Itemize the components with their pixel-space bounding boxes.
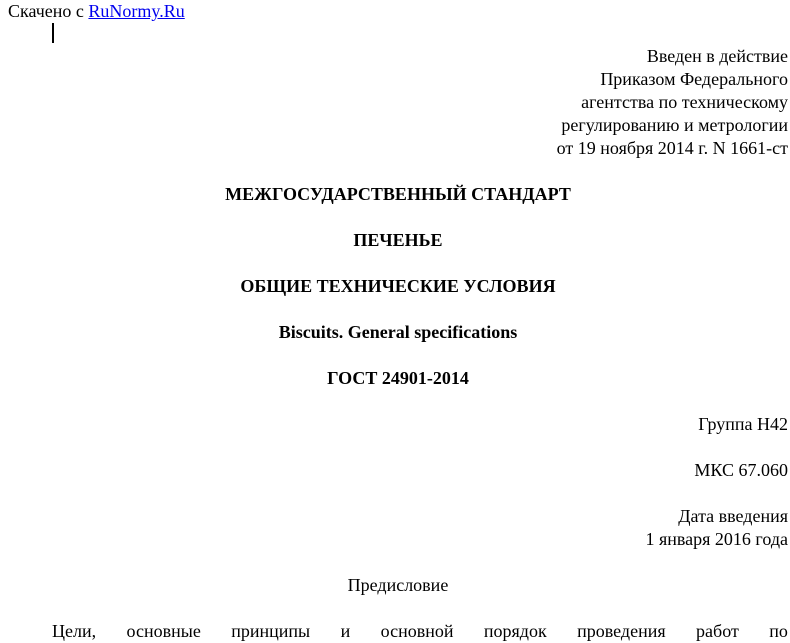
english-title-heading: Biscuits. General specifications bbox=[278, 322, 518, 342]
enactment-line: регулированию и метрологии bbox=[561, 115, 788, 135]
preface-title: Предисловие bbox=[347, 575, 449, 595]
enactment-block bbox=[557, 45, 788, 160]
source-line bbox=[8, 0, 185, 23]
body-word: проведения bbox=[577, 621, 666, 641]
group-text: Группа Н42 bbox=[698, 414, 788, 434]
enactment-line: Приказом Федерального bbox=[600, 69, 788, 89]
mks-text: МКС 67.060 bbox=[694, 460, 788, 480]
group-label bbox=[698, 413, 788, 436]
product-heading: ПЕЧЕНЬЕ bbox=[353, 230, 443, 250]
text-cursor bbox=[52, 23, 54, 43]
body-word: порядок bbox=[483, 621, 547, 641]
effective-date-label: Дата введения bbox=[678, 506, 788, 526]
body-word: основные bbox=[126, 621, 201, 641]
standard-type-heading: МЕЖГОСУДАРСТВЕННЫЙ СТАНДАРТ bbox=[225, 184, 571, 204]
preface-first-line bbox=[52, 620, 788, 643]
body-word: Цели, bbox=[52, 621, 97, 641]
body-word: принципы bbox=[231, 621, 311, 641]
enactment-line: от 19 ноября 2014 г. N 1661-ст bbox=[556, 138, 788, 158]
mks-label bbox=[694, 459, 788, 482]
source-link[interactable]: RuNormy.Ru bbox=[88, 1, 185, 21]
effective-date-value: 1 января 2016 года bbox=[645, 529, 788, 549]
body-word: по bbox=[769, 621, 788, 641]
enactment-line: Введен в действие bbox=[646, 46, 788, 66]
body-word: и bbox=[340, 621, 351, 641]
body-word: работ bbox=[696, 621, 739, 641]
body-word: основной bbox=[380, 621, 454, 641]
enactment-line: агентства по техническому bbox=[581, 92, 788, 112]
effective-date-block bbox=[645, 505, 788, 551]
source-prefix: Скачено с bbox=[8, 1, 89, 21]
subtitle-heading: ОБЩИЕ ТЕХНИЧЕСКИЕ УСЛОВИЯ bbox=[240, 276, 556, 296]
standard-code-heading: ГОСТ 24901-2014 bbox=[327, 368, 469, 388]
